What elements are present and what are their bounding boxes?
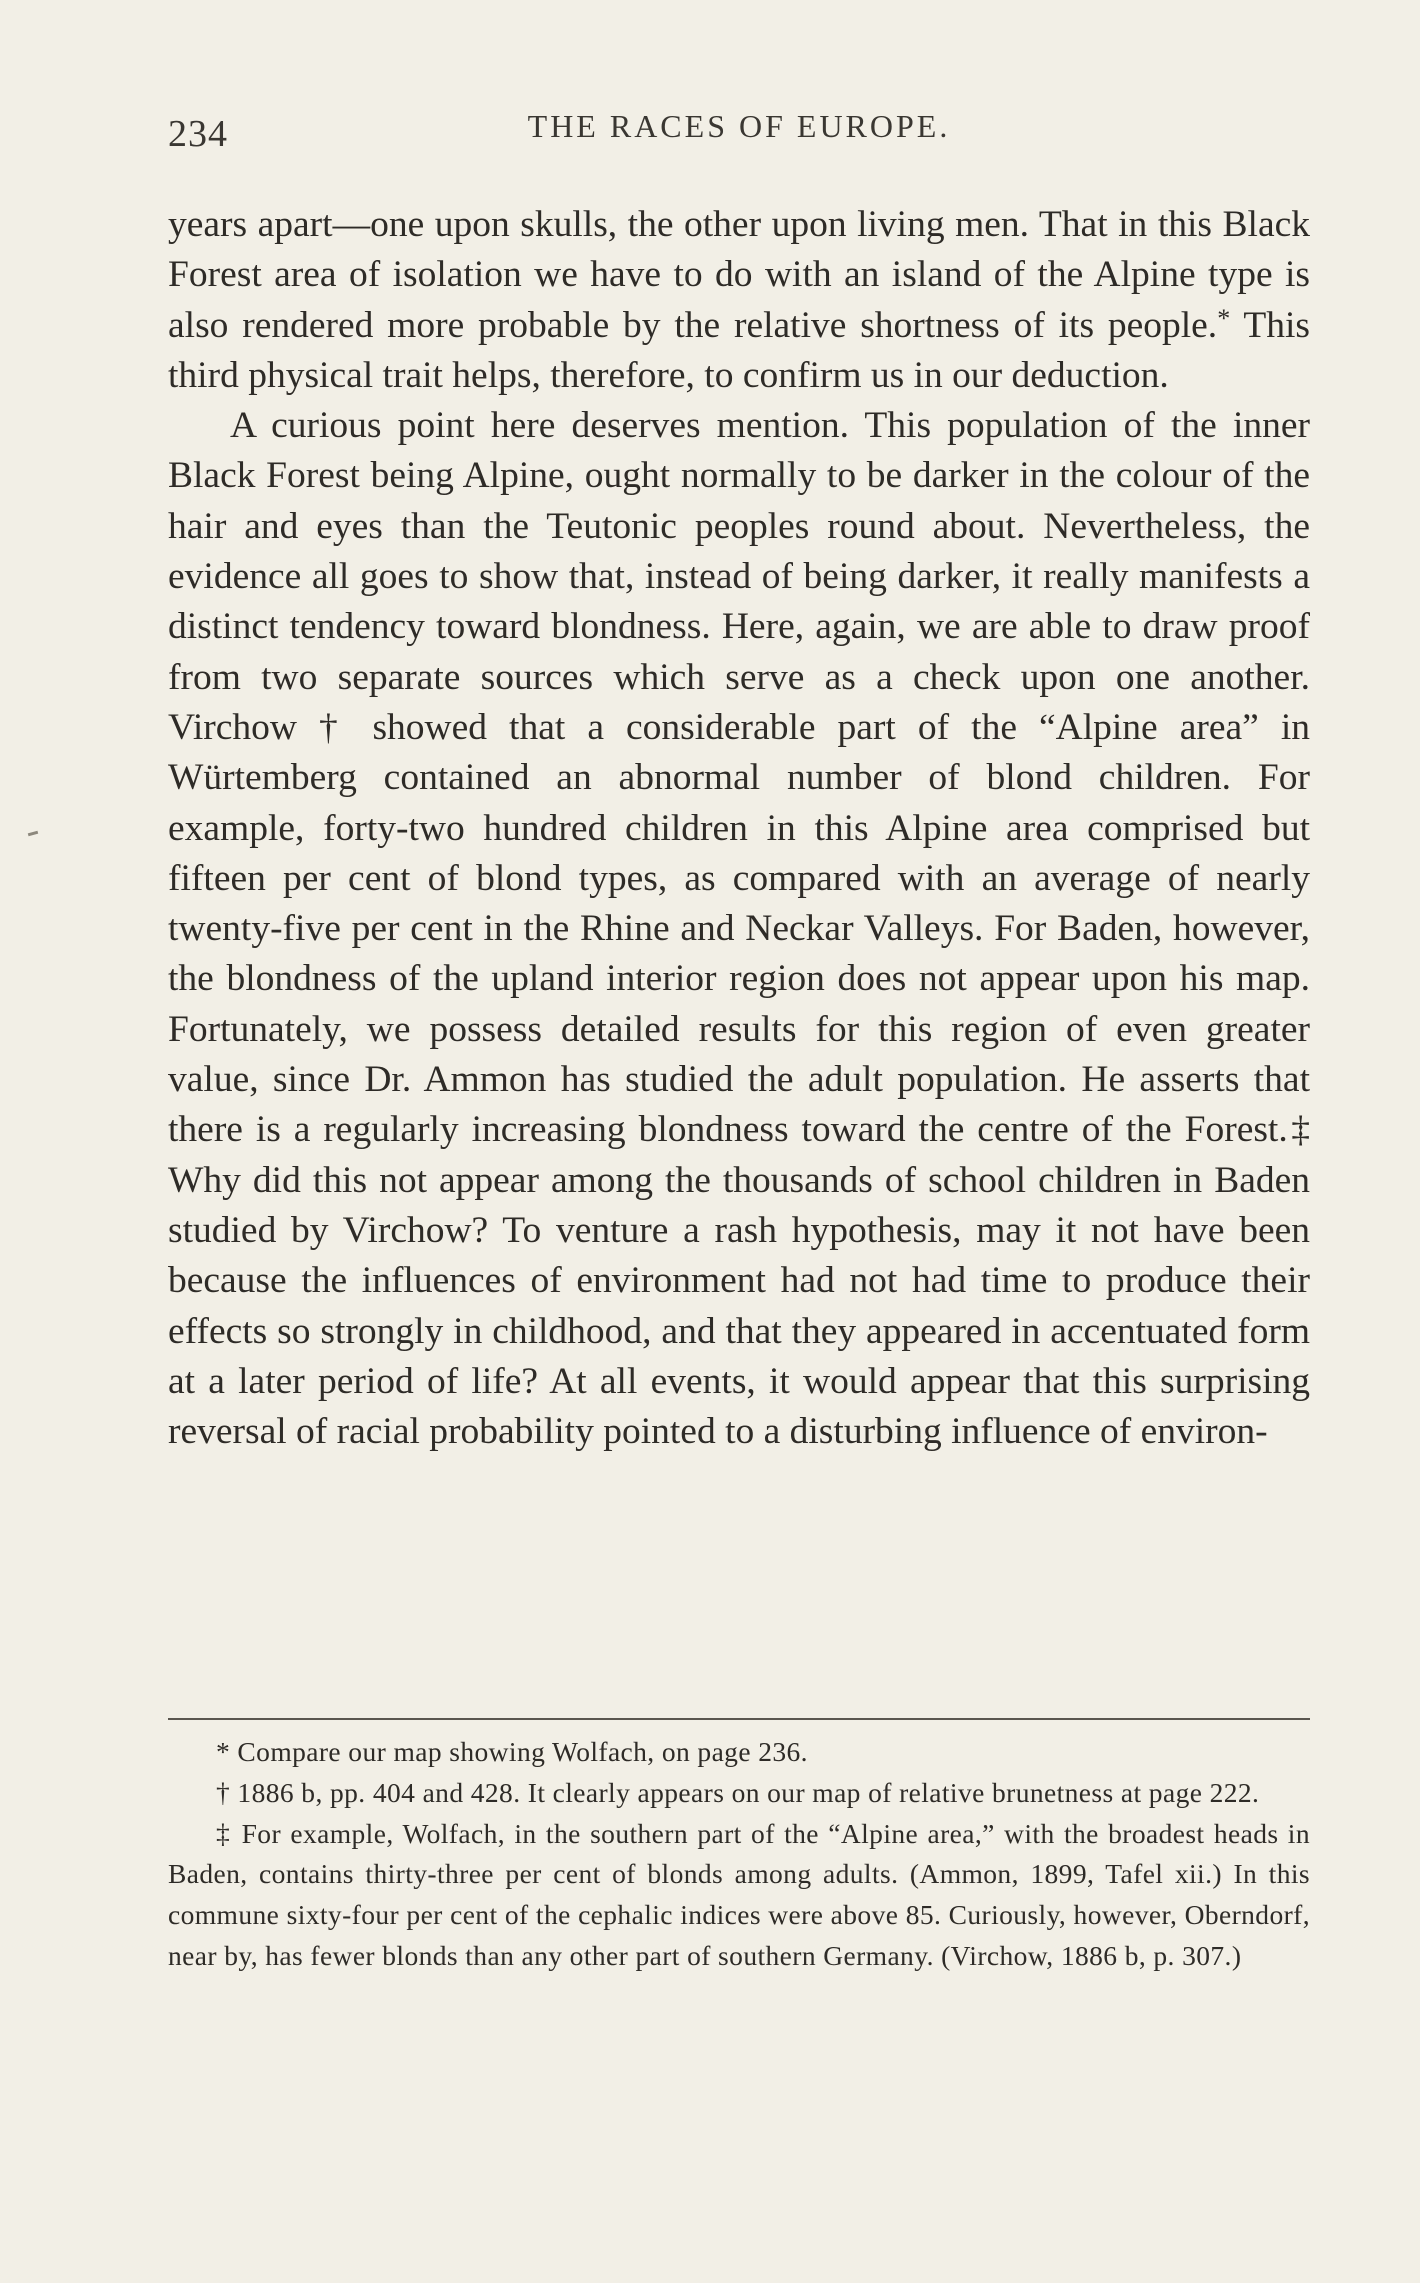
paragraph-2 [168,401,1310,1457]
paragraph-text: This third physical trait helps, therefore, to confirm us in our deduction. [168,304,1310,396]
footnote-text: 1886 b, pp. 404 and 428. It clearly appears on our map of relative brunetness at page 222. [230,1776,1260,1808]
paragraph-text: Why did this not appear among the thousands of school children in Baden studied by Virchow? To venture a rash hypothesis, may it not have been because the influences of environment had not had time to produce their effects so strongly in childhood, and that they appeared in accentuated form at a later period of life? At all events, it would appear that this surprising reversal of racial probability pointed to a disturbing influence of environ- [168,1159,1310,1453]
paragraph-text: years apart—one upon skulls, the other upon living men. That in this Black Forest area of isolation we have to do with an island of the Alpine type is also rendered more probable by the relative shortness of its people. [168,204,1310,346]
footnote-mark: * [216,1736,231,1767]
main-text [168,200,1310,1457]
footnote-divider [168,1718,1310,1720]
paragraph-text: showed that a considerable part of the “Alpine area” in Würtemberg contained an abnormal number of blond children. For example, forty-two hundred children in this Alpine area comprised but fifteen per cent of blond types, as compared with an average of nearly twenty-five per cent in the Rhine and Neckar Valleys. For Baden, however, the blondness of the upland interior region does not appear upon his map. Fortunately, we possess detailed results for this region of even greater value, since Dr. Ammon has studied the adult population. He asserts that there is a regularly increasing blondness toward the centre of the Forest. [168,706,1311,1151]
footnote-ref-dagger: † [319,706,351,748]
paragraph-1 [168,200,1310,401]
footnote-1 [168,1732,1310,1773]
footnote-text: For example, Wolfach, in the southern part of the “Alpine area,” with the broadest heads in Baden, contains thirty-three per cent of blonds among adults. (Ammon, 1899, Tafel xii.) In this commune sixty-four per cent of the cephalic indices were above 85. Curiously, however, Oberndorf, near by, has fewer blonds than any other part of southern Germany. (Virchow, 1886 b, p. 307.) [168,1817,1310,1971]
footnote-ref-asterisk: * [1217,303,1231,333]
footnote-mark: ‡ [216,1817,233,1849]
footnotes [168,1732,1310,1977]
running-head [168,108,1310,168]
footnote-text: Compare our map showing Wolfach, on page 236. [230,1736,808,1767]
margin-mark [28,831,38,836]
running-title: THE RACES OF EUROPE. [527,108,951,144]
footnote-3 [168,1814,1310,1977]
paragraph-text: A curious point here deserves mention. This population of the inner Black Forest being Alpine, ought normally to be darker in the colour of the hair and eyes than the Teutonic peoples round about. Nevertheless, the evidence all goes to show that, instead of being darker, it really manifests a distinct tendency toward blondness. Here, again, we are able to draw proof from two separate sources which serve as a check upon one another. Virchow [168,405,1310,748]
page-number: 234 [168,113,228,155]
footnote-2 [168,1773,1310,1814]
footnote-ref-double-dagger: ‡ [1287,1109,1311,1151]
footnote-mark: † [216,1776,231,1808]
